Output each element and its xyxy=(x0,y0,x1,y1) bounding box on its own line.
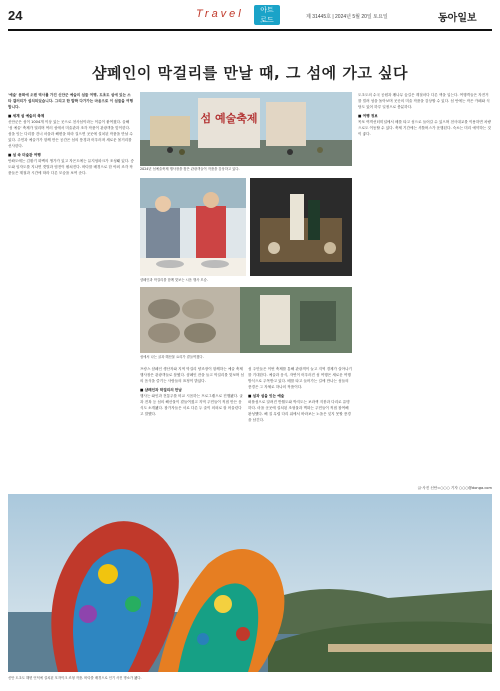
paragraph-7: 도초도의 수국 공원과 팽나무 숲길은 계절마다 다른 색을 입는다. 여행객들은 자전거를 빌려 섬을 돌아보며 곳곳의 미술 작품을 감상할 수 있다. 섬 안에는 작은 카페와 식당도 있어 하루 일정으로 충분하다. xyxy=(358,93,490,109)
photo-oysters-caption: 섬에서 나는 굴과 해산물 요리가 곁들여졌다. xyxy=(140,355,204,359)
photo-drinks-caption: 샴페인과 막걸리를 함께 맛보는 시음 행사 모습. xyxy=(140,278,208,282)
poster-text: 섬 예술축제 xyxy=(200,112,258,125)
photo-tasting xyxy=(140,178,246,276)
paragraph-1: 신안군은 섬이 1004개 이상 있는 곳으로 천사섬이라는 이름이 붙여졌다. 올해 '섬 예술' 축제가 열리며 여러 섬에서 미술관과 조각 작품이 관광객을 맞이한다. 섬을 잇는 다리를 건너 마을과 해변을 따라 걸으면 곳곳에 설치된 작품을 만날 수 있다. 주민과 예술가가 함께 만든 공간은 섬의 풍경과 어우러져 새로운 볼거리를 선사한다. xyxy=(8,120,133,148)
photo-drinks xyxy=(250,178,352,276)
column-2 xyxy=(140,366,244,490)
headline: 샴페인이 막걸리를 만날 때, 그 섬에 가고 싶다 xyxy=(91,64,409,82)
badge-line1: 아트 xyxy=(260,7,274,14)
paragraph-4: 행사는 와인과 전통주를 비교 시음하는 프로그램으로 진행됐다. 굴과 전복 등 섬의 해산물이 곁들여졌고 지역 주민들이 직접 만든 음식도 소개됐다. 참가자들은 서로 다른 두 술이 의외로 잘 어울린다고 말했다. xyxy=(140,394,243,416)
section-title: Travel xyxy=(196,8,244,20)
photo-oysters xyxy=(140,287,352,353)
photo-sculpture-caption: 신안 도초도 해변 언덕에 설치된 모자이크 조형 작품. 바다를 배경으로 인기 사진 명소가 됐다. xyxy=(8,676,142,680)
paragraph-2: 안좌도에는 김환기 화백의 생가가 있고 자은도에는 뮤지엄파크가 조성돼 있다. 증도와 임자도를 지나면 갯벌과 염전이 펼쳐진다. 바다를 배경으로 한 야외 조각 작품들은 계절과 시간에 따라 다른 모습을 보여 준다. xyxy=(8,159,134,175)
subheading-4: ■ 섬과 섬을 잇는 예술 xyxy=(248,394,285,398)
section-badge xyxy=(254,5,280,25)
paragraph-6: 퍼플섬으로 알려진 반월도와 박지도는 보라색 지붕과 다리로 유명하다. 마을 곳곳에 설치된 조형물과 벽화는 주민들이 직접 참여해 완성했다. 해 질 무렵 다리 위에서 바라보는 노을은 잊지 못할 풍경을 남긴다. xyxy=(248,400,351,422)
photo-festival xyxy=(140,92,352,166)
photo-festival-caption: 2024년 섬예술축제 행사장을 찾은 관광객들이 작품을 감상하고 있다. xyxy=(140,167,240,171)
paragraph-8: 목포 여객선터미널에서 배를 타고 섬으로 들어갈 수 있으며 천사대교를 이용하면 차량으로도 이동할 수 있다. 축제 기간에는 셔틀버스가 운행된다. 숙소는 미리 예약하는 것이 좋다. xyxy=(358,120,491,136)
subheading-5: ■ 여행 정보 xyxy=(358,114,378,118)
lead-paragraph: '예술' 문화에 오랜 역사를 가진 신안군 예술의 섬들 여행, 도초도 섬에 있는 스타 갤러리가 설치되었습니다. 그리고 한 발짝 다가가는 마음으로 이 섬들을 여행합니다. xyxy=(8,93,133,109)
page-number: 24 xyxy=(8,8,23,23)
subheading-2: ■ 섬 속 미술관 여행 xyxy=(8,153,41,157)
column-3 xyxy=(248,366,352,490)
masthead: 동아일보 xyxy=(438,13,477,24)
paragraph-3: 프랑스 샴페인 생산자와 지역 막걸리 양조장이 함께하는 예술 축제 행사장은 관광객들로 붐볐다. 샴페인 잔을 들고 막걸리를 맛보며 섬의 음식을 즐기는 사람들의 표정이 밝았다. xyxy=(140,367,244,383)
column-4 xyxy=(358,92,492,484)
paragraph-5: 섬 주민들은 이번 축제를 통해 관광객이 늘고 지역 경제가 살아나기를 기대한다. 예술과 음식, 자연이 어우러진 섬 여행은 새로운 여행 방식으로 주목받고 있다. 배를 타고 들어가는 길에 만나는 섬들의 풍경은 그 자체로 하나의 작품이다. xyxy=(248,367,352,389)
header-rule xyxy=(8,29,492,31)
column-1 xyxy=(8,92,134,398)
badge-line2: 로드 xyxy=(260,17,274,24)
subheading-3: ■ 샴페인과 막걸리의 만남 xyxy=(140,388,182,392)
photo-sculpture xyxy=(8,494,492,672)
subheading-1: ■ 세계 섬 예술의 축제 xyxy=(8,114,45,118)
issue-info: 제 31445호 | 2024년 5월 20일 토요일 xyxy=(306,14,388,20)
byline: 글·사진 신안=○○○ 기자 ○○○@donga.com xyxy=(417,486,492,490)
